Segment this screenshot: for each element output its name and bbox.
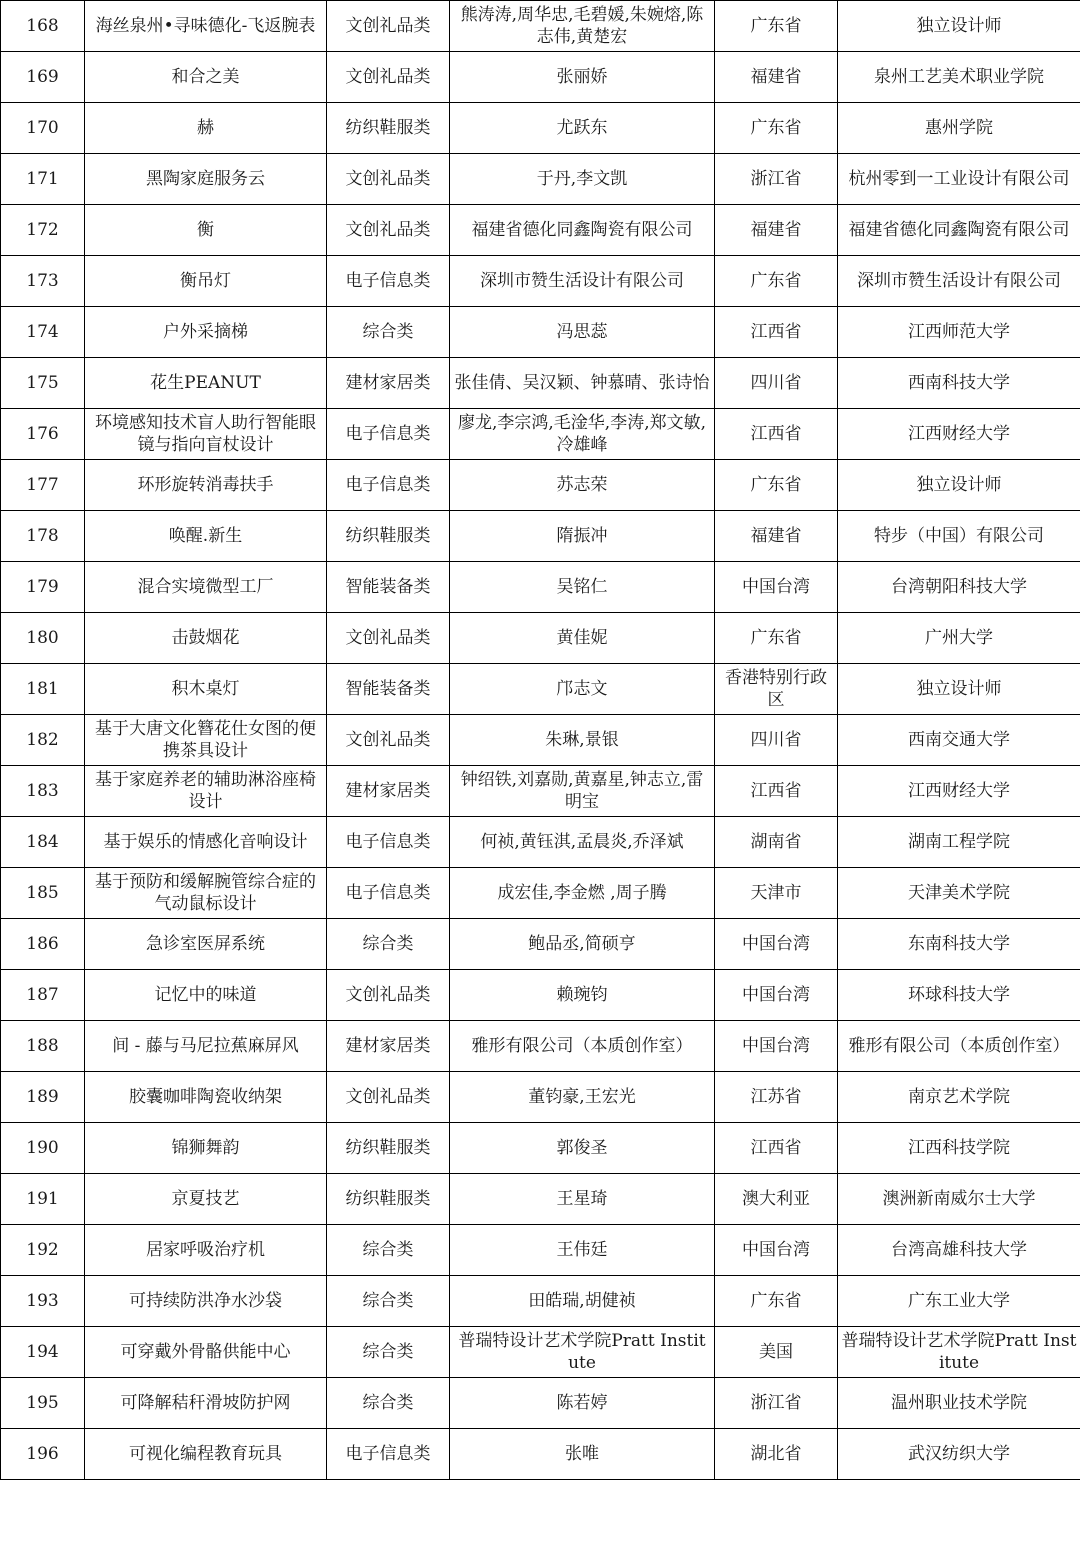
cell-designers: 张唯 — [450, 1429, 715, 1480]
cell-category: 智能装备类 — [327, 562, 450, 613]
table-row — [1, 1123, 1080, 1174]
cell-category: 文创礼品类 — [327, 205, 450, 256]
cell-organization: 天津美术学院 — [838, 868, 1080, 919]
cell-designers: 冯思蕊 — [450, 307, 715, 358]
table-row — [1, 511, 1080, 562]
table-row — [1, 256, 1080, 307]
cell-category: 纺织鞋服类 — [327, 1174, 450, 1225]
cell-work-title: 黑陶家庭服务云 — [85, 154, 327, 205]
cell-region: 浙江省 — [715, 154, 838, 205]
cell-category: 综合类 — [327, 307, 450, 358]
cell-number: 187 — [1, 970, 85, 1021]
cell-work-title: 衡吊灯 — [85, 256, 327, 307]
cell-organization: 杭州零到一工业设计有限公司 — [838, 154, 1080, 205]
cell-work-title: 间 - 藤与马尼拉蕉麻屏风 — [85, 1021, 327, 1072]
cell-organization: 广州大学 — [838, 613, 1080, 664]
cell-region: 广东省 — [715, 1, 838, 52]
cell-region: 美国 — [715, 1327, 838, 1378]
cell-designers: 福建省德化同鑫陶瓷有限公司 — [450, 205, 715, 256]
table-row — [1, 307, 1080, 358]
cell-work-title: 户外采摘梯 — [85, 307, 327, 358]
cell-region: 浙江省 — [715, 1378, 838, 1429]
cell-organization: 江西财经大学 — [838, 409, 1080, 460]
cell-organization: 台湾朝阳科技大学 — [838, 562, 1080, 613]
cell-organization: 武汉纺织大学 — [838, 1429, 1080, 1480]
cell-work-title: 可视化编程教育玩具 — [85, 1429, 327, 1480]
cell-designers: 张丽娇 — [450, 52, 715, 103]
cell-category: 综合类 — [327, 1276, 450, 1327]
cell-category: 建材家居类 — [327, 766, 450, 817]
cell-region: 中国台湾 — [715, 1225, 838, 1276]
cell-organization: 南京艺术学院 — [838, 1072, 1080, 1123]
cell-work-title: 海丝泉州•寻味德化-飞返腕表 — [85, 1, 327, 52]
cell-number: 184 — [1, 817, 85, 868]
table-row — [1, 817, 1080, 868]
cell-organization: 普瑞特设计艺术学院Pratt Institute — [838, 1327, 1080, 1378]
cell-work-title: 锦狮舞韵 — [85, 1123, 327, 1174]
cell-work-title: 基于预防和缓解腕管综合症的气动鼠标设计 — [85, 868, 327, 919]
cell-region: 中国台湾 — [715, 562, 838, 613]
table-row — [1, 460, 1080, 511]
cell-designers: 王星琦 — [450, 1174, 715, 1225]
cell-work-title: 击鼓烟花 — [85, 613, 327, 664]
cell-designers: 成宏佳,李金燃 ,周子腾 — [450, 868, 715, 919]
cell-number: 188 — [1, 1021, 85, 1072]
table-body — [1, 1, 1080, 1480]
cell-number: 185 — [1, 868, 85, 919]
cell-category: 综合类 — [327, 1225, 450, 1276]
cell-number: 174 — [1, 307, 85, 358]
cell-organization: 温州职业技术学院 — [838, 1378, 1080, 1429]
cell-category: 文创礼品类 — [327, 715, 450, 766]
cell-category: 建材家居类 — [327, 358, 450, 409]
cell-region: 天津市 — [715, 868, 838, 919]
cell-number: 180 — [1, 613, 85, 664]
cell-designers: 熊涛涛,周华忠,毛碧媛,朱婉熔,陈志伟,黄楚宏 — [450, 1, 715, 52]
cell-designers: 尤跃东 — [450, 103, 715, 154]
cell-number: 170 — [1, 103, 85, 154]
cell-region: 福建省 — [715, 52, 838, 103]
cell-work-title: 记忆中的味道 — [85, 970, 327, 1021]
cell-organization: 江西师范大学 — [838, 307, 1080, 358]
cell-organization: 西南交通大学 — [838, 715, 1080, 766]
cell-work-title: 居家呼吸治疗机 — [85, 1225, 327, 1276]
cell-region: 澳大利亚 — [715, 1174, 838, 1225]
cell-region: 福建省 — [715, 205, 838, 256]
cell-region: 四川省 — [715, 715, 838, 766]
table-row — [1, 1225, 1080, 1276]
cell-category: 纺织鞋服类 — [327, 511, 450, 562]
cell-region: 江苏省 — [715, 1072, 838, 1123]
cell-region: 广东省 — [715, 460, 838, 511]
cell-work-title: 基于家庭养老的辅助淋浴座椅设计 — [85, 766, 327, 817]
cell-organization: 惠州学院 — [838, 103, 1080, 154]
cell-category: 电子信息类 — [327, 409, 450, 460]
cell-category: 文创礼品类 — [327, 154, 450, 205]
cell-number: 177 — [1, 460, 85, 511]
cell-category: 电子信息类 — [327, 817, 450, 868]
cell-organization: 湖南工程学院 — [838, 817, 1080, 868]
cell-region: 广东省 — [715, 256, 838, 307]
cell-category: 文创礼品类 — [327, 1, 450, 52]
table-row — [1, 766, 1080, 817]
cell-region: 广东省 — [715, 103, 838, 154]
cell-category: 电子信息类 — [327, 868, 450, 919]
cell-number: 193 — [1, 1276, 85, 1327]
cell-work-title: 混合实境微型工厂 — [85, 562, 327, 613]
cell-category: 纺织鞋服类 — [327, 103, 450, 154]
table-row — [1, 358, 1080, 409]
cell-work-title: 可持续防洪净水沙袋 — [85, 1276, 327, 1327]
cell-designers: 廖龙,李宗鸿,毛淦华,李涛,郑文敏,冷雄峰 — [450, 409, 715, 460]
cell-organization: 江西财经大学 — [838, 766, 1080, 817]
cell-designers: 董钧豪,王宏光 — [450, 1072, 715, 1123]
cell-number: 179 — [1, 562, 85, 613]
cell-designers: 鲍品丞,简硕亨 — [450, 919, 715, 970]
cell-designers: 普瑞特设计艺术学院Pratt Institute — [450, 1327, 715, 1378]
cell-category: 文创礼品类 — [327, 52, 450, 103]
table-row — [1, 1174, 1080, 1225]
table-row — [1, 103, 1080, 154]
cell-work-title: 衡 — [85, 205, 327, 256]
cell-designers: 陈若婷 — [450, 1378, 715, 1429]
cell-work-title: 和合之美 — [85, 52, 327, 103]
cell-number: 172 — [1, 205, 85, 256]
table-row — [1, 1327, 1080, 1378]
cell-work-title: 唤醒.新生 — [85, 511, 327, 562]
cell-organization: 深圳市赞生活设计有限公司 — [838, 256, 1080, 307]
cell-organization: 独立设计师 — [838, 1, 1080, 52]
cell-designers: 于丹,李文凯 — [450, 154, 715, 205]
cell-region: 中国台湾 — [715, 1021, 838, 1072]
cell-designers: 隋振冲 — [450, 511, 715, 562]
table-row — [1, 1378, 1080, 1429]
cell-work-title: 环形旋转消毒扶手 — [85, 460, 327, 511]
cell-organization: 江西科技学院 — [838, 1123, 1080, 1174]
cell-number: 189 — [1, 1072, 85, 1123]
cell-region: 中国台湾 — [715, 970, 838, 1021]
cell-number: 175 — [1, 358, 85, 409]
table-row — [1, 52, 1080, 103]
cell-region: 江西省 — [715, 409, 838, 460]
cell-work-title: 急诊室医屏系统 — [85, 919, 327, 970]
cell-designers: 吴铭仁 — [450, 562, 715, 613]
cell-designers: 苏志荣 — [450, 460, 715, 511]
cell-organization: 广东工业大学 — [838, 1276, 1080, 1327]
cell-work-title: 环境感知技术盲人助行智能眼镜与指向盲杖设计 — [85, 409, 327, 460]
cell-work-title: 基于大唐文化簪花仕女图的便携茶具设计 — [85, 715, 327, 766]
cell-number: 169 — [1, 52, 85, 103]
cell-organization: 东南科技大学 — [838, 919, 1080, 970]
cell-region: 香港特别行政区 — [715, 664, 838, 715]
cell-region: 福建省 — [715, 511, 838, 562]
cell-region: 江西省 — [715, 1123, 838, 1174]
table-row — [1, 1429, 1080, 1480]
cell-region: 湖南省 — [715, 817, 838, 868]
table-row — [1, 919, 1080, 970]
cell-work-title: 花生PEANUT — [85, 358, 327, 409]
cell-number: 186 — [1, 919, 85, 970]
cell-designers: 雅形有限公司（本质创作室） — [450, 1021, 715, 1072]
cell-work-title: 可降解秸秆滑坡防护网 — [85, 1378, 327, 1429]
cell-designers: 邝志文 — [450, 664, 715, 715]
cell-category: 电子信息类 — [327, 1429, 450, 1480]
cell-category: 综合类 — [327, 1378, 450, 1429]
cell-category: 文创礼品类 — [327, 970, 450, 1021]
cell-work-title: 积木桌灯 — [85, 664, 327, 715]
cell-number: 196 — [1, 1429, 85, 1480]
cell-number: 176 — [1, 409, 85, 460]
cell-designers: 黄佳妮 — [450, 613, 715, 664]
cell-region: 湖北省 — [715, 1429, 838, 1480]
table-row — [1, 970, 1080, 1021]
cell-region: 中国台湾 — [715, 919, 838, 970]
cell-work-title: 胶囊咖啡陶瓷收纳架 — [85, 1072, 327, 1123]
cell-category: 文创礼品类 — [327, 1072, 450, 1123]
cell-category: 综合类 — [327, 919, 450, 970]
cell-organization: 福建省德化同鑫陶瓷有限公司 — [838, 205, 1080, 256]
cell-designers: 张佳倩、吴汉颖、钟慕晴、张诗怡 — [450, 358, 715, 409]
cell-number: 192 — [1, 1225, 85, 1276]
cell-region: 江西省 — [715, 307, 838, 358]
cell-organization: 台湾高雄科技大学 — [838, 1225, 1080, 1276]
table-row — [1, 562, 1080, 613]
cell-number: 168 — [1, 1, 85, 52]
cell-work-title: 可穿戴外骨骼供能中心 — [85, 1327, 327, 1378]
cell-number: 173 — [1, 256, 85, 307]
cell-number: 194 — [1, 1327, 85, 1378]
cell-number: 181 — [1, 664, 85, 715]
cell-designers: 何祯,黄钰淇,孟晨炎,乔泽斌 — [450, 817, 715, 868]
cell-organization: 澳洲新南威尔士大学 — [838, 1174, 1080, 1225]
cell-organization: 泉州工艺美术职业学院 — [838, 52, 1080, 103]
cell-region: 广东省 — [715, 613, 838, 664]
cell-number: 195 — [1, 1378, 85, 1429]
table-row — [1, 154, 1080, 205]
cell-region: 四川省 — [715, 358, 838, 409]
table-row — [1, 205, 1080, 256]
cell-category: 纺织鞋服类 — [327, 1123, 450, 1174]
cell-number: 171 — [1, 154, 85, 205]
cell-work-title: 京夏技艺 — [85, 1174, 327, 1225]
cell-category: 建材家居类 — [327, 1021, 450, 1072]
cell-organization: 特步（中国）有限公司 — [838, 511, 1080, 562]
cell-designers: 郭俊圣 — [450, 1123, 715, 1174]
table-row — [1, 409, 1080, 460]
cell-designers: 赖琬钧 — [450, 970, 715, 1021]
cell-number: 183 — [1, 766, 85, 817]
cell-work-title: 基于娱乐的情感化音响设计 — [85, 817, 327, 868]
cell-category: 电子信息类 — [327, 256, 450, 307]
cell-designers: 王伟廷 — [450, 1225, 715, 1276]
cell-designers: 深圳市赞生活设计有限公司 — [450, 256, 715, 307]
cell-category: 智能装备类 — [327, 664, 450, 715]
cell-work-title: 赫 — [85, 103, 327, 154]
cell-number: 182 — [1, 715, 85, 766]
cell-category: 电子信息类 — [327, 460, 450, 511]
table-row — [1, 1, 1080, 52]
table-row — [1, 1276, 1080, 1327]
cell-region: 江西省 — [715, 766, 838, 817]
cell-organization: 独立设计师 — [838, 664, 1080, 715]
table-row — [1, 715, 1080, 766]
table-row — [1, 613, 1080, 664]
table-row — [1, 1021, 1080, 1072]
table-row — [1, 664, 1080, 715]
cell-designers: 钟绍铁,刘嘉勋,黄嘉星,钟志立,雷明宝 — [450, 766, 715, 817]
cell-organization: 独立设计师 — [838, 460, 1080, 511]
cell-number: 178 — [1, 511, 85, 562]
cell-designers: 朱琳,景银 — [450, 715, 715, 766]
cell-organization: 环球科技大学 — [838, 970, 1080, 1021]
cell-designers: 田皓瑞,胡健祯 — [450, 1276, 715, 1327]
table-row — [1, 868, 1080, 919]
cell-organization: 西南科技大学 — [838, 358, 1080, 409]
cell-category: 综合类 — [327, 1327, 450, 1378]
cell-number: 190 — [1, 1123, 85, 1174]
cell-organization: 雅形有限公司（本质创作室） — [838, 1021, 1080, 1072]
cell-category: 文创礼品类 — [327, 613, 450, 664]
cell-region: 广东省 — [715, 1276, 838, 1327]
table-row — [1, 1072, 1080, 1123]
cell-number: 191 — [1, 1174, 85, 1225]
